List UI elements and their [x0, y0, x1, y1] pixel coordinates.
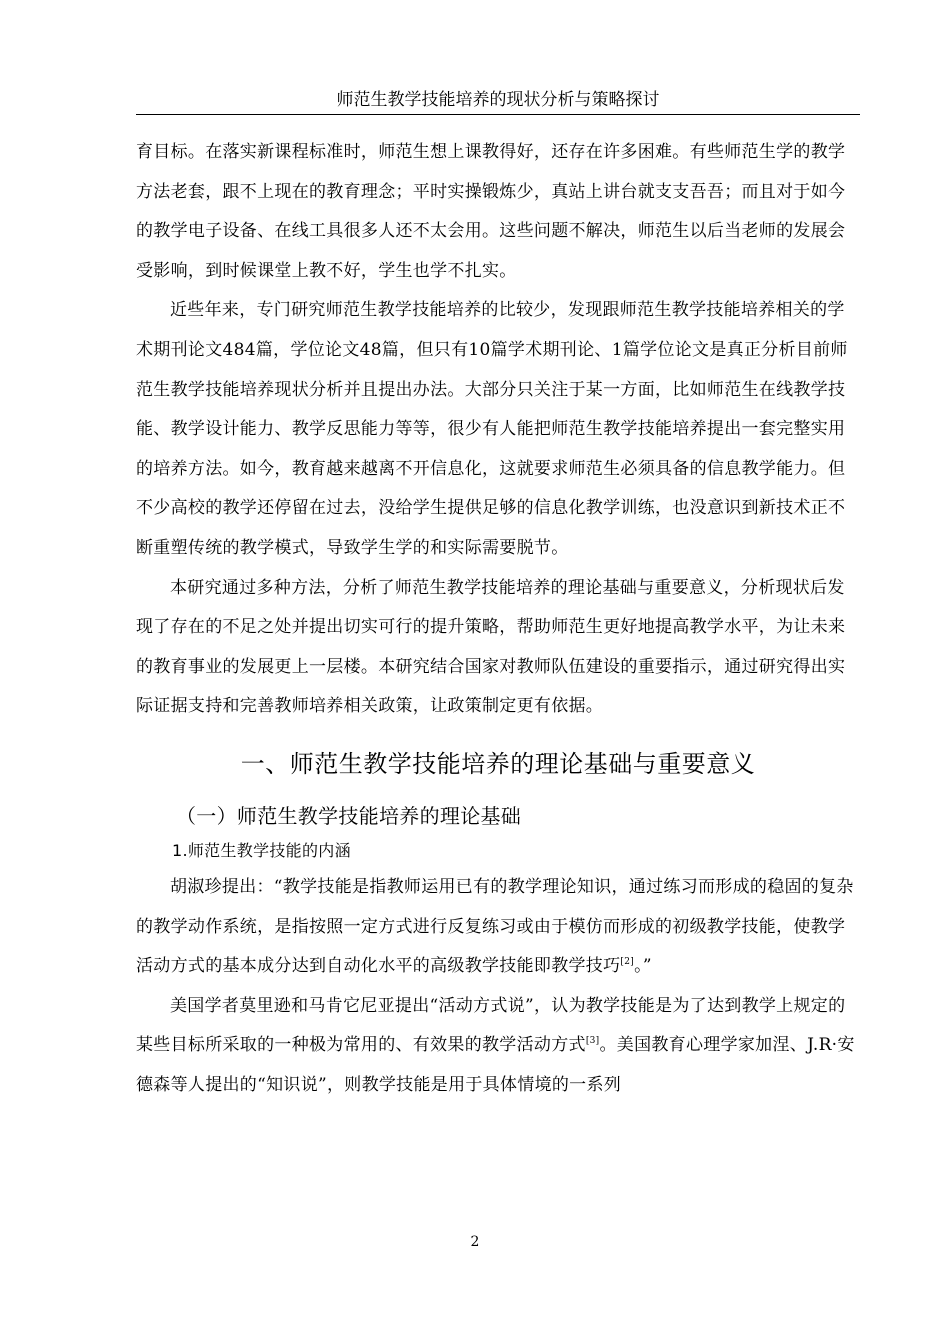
subsubsection-heading: 1.师范生教学技能的内涵: [172, 840, 351, 860]
knowledge-theory-text: 。美国教育心理学家加涅、J.R·安德森等人提出的“知识说”，则教学技能是用于具体情境的一系列: [136, 1035, 855, 1095]
paragraph-activity-theory: [136, 987, 860, 1106]
page-number: 2: [470, 1234, 480, 1250]
paragraph-research-status: 近些年来，专门研究师范生教学技能培养的比较少，发现跟师范生教学技能培养相关的学术期刊论文484篇，学位论文48篇，但只有10篇学术期刊论、1篇学位论文是真正分析目前师范生教学技能培养现状分析并且提出办法。大部分只关注于某一方面，比如师范生在线教学技能、教学设计能力、教学反思能力等等，很少有人能把师范生教学技能培养提出一套完整实用的培养方法。如今，教育越来越离不开信息化，这就要求师范生必须具备的信息教学能力。但不少高校的教学还停留在过去，没给学生提供足够的信息化教学训练，也没意识到新技术正不断重塑传统的教学模式，导致学生学的和实际需要脱节。: [136, 300, 848, 558]
citation-ref-3: [3]: [585, 1036, 600, 1047]
quote-closing: 。”: [634, 956, 652, 977]
paragraph-definition-quote: [136, 868, 860, 987]
activity-theory-text: 美国学者莫里逊和马肯它尼亚提出“活动方式说”，认为教学技能是为了达到教学上规定的某些目标所采取的一种极为常用的、有效果的教学活动方式: [136, 995, 846, 1056]
running-header: 师范生教学技能培养的现状分析与策略探讨: [136, 88, 860, 115]
paragraph-research-purpose: 本研究通过多种方法，分析了师范生教学技能培养的理论基础与重要意义，分析现状后发现了存在的不足之处并提出切实可行的提升策略，帮助师范生更好地提高教学水平，为让未来的教育事业的发展更上一层楼。本研究结合国家对教师队伍建设的重要指示，通过研究得出实际证据支持和完善教师培养相关政策，让政策制定更有依据。: [136, 577, 846, 717]
section-heading: 一、师范生教学技能培养的理论基础与重要意义: [240, 749, 756, 778]
quote-text: 胡淑珍提出：“教学技能是指教师运用已有的教学理论知识，通过练习而形成的稳固的复杂的教学动作系统，是指按照一定方式进行反复练习或由于模仿而形成的初级教学技能，使教学活动方式的基本成分达到自动化水平的高级教学技能即教学技巧: [136, 876, 854, 977]
citation-ref-2: [2]: [620, 957, 635, 968]
document-body: [136, 133, 860, 1105]
paragraph-continuation: 育目标。在落实新课程标准时，师范生想上课教得好，还存在许多困难。有些师范生学的教学方法老套，跟不上现在的教育理念；平时实操锻炼少，真站上讲台就支支吾吾；而且对于如今的教学电子设备、在线工具很多人还不太会用。这些问题不解决，师范生以后当老师的发展会受影响，到时候课堂上教不好，学生也学不扎实。: [136, 142, 846, 281]
subsection-heading: （一）师范生教学技能培养的理论基础: [176, 803, 522, 828]
